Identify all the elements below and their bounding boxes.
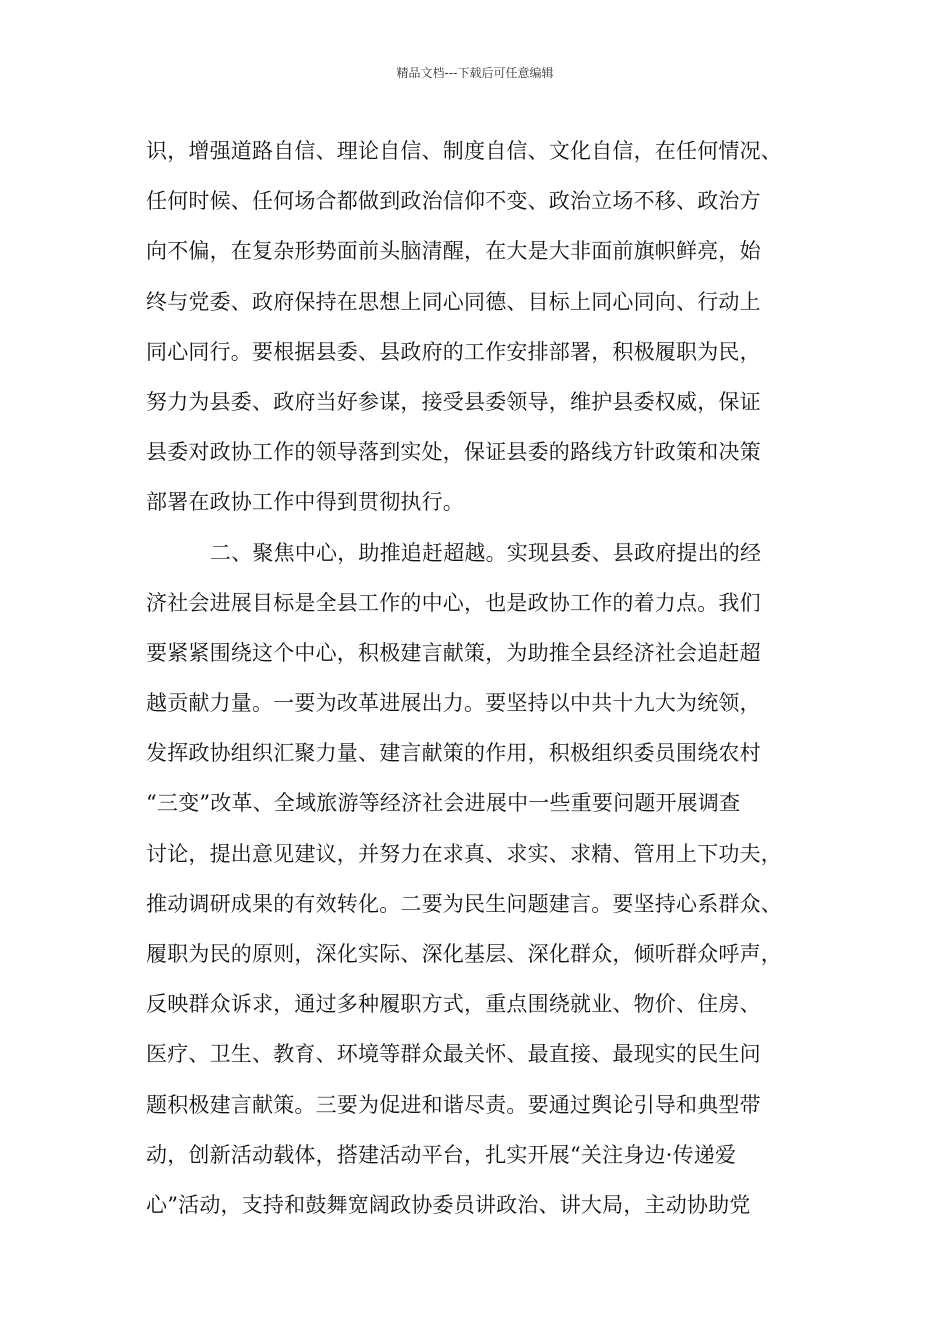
body-line-4: 终与党委、政府保持在思想上同心同德、目标上同心同向、行动上 xyxy=(146,289,761,314)
body-line-16: 推动调研成果的有效转化。二要为民生问题建言。要坚持心系群众、 xyxy=(146,891,782,916)
body-line-13: 发挥政协组织汇聚力量、建言献策的作用，积极组织委员围绕农村 xyxy=(146,741,761,766)
body-line-17: 履职为民的原则，深化实际、深化基层、深化群众，倾听群众呼声， xyxy=(146,942,782,966)
body-line-9: 二、聚焦中心，助推追赶超越。实现县委、县政府提出的经 xyxy=(210,540,762,565)
body-line-21: 动，创新活动载体，搭建活动平台，扎实开展“关注身边·传递爱 xyxy=(146,1142,737,1167)
body-line-20: 题积极建言献策。三要为促进和谐尽责。要通过舆论引导和典型带 xyxy=(146,1092,761,1117)
body-line-6: 努力为县委、政府当好参谋，接受县委领导，维护县委权威，保证 xyxy=(146,389,761,414)
body-line-8: 部署在政协工作中得到贯彻执行。 xyxy=(146,490,464,515)
page-header: 精品文档---下载后可任意编辑 xyxy=(396,66,554,80)
body-line-15: 讨论，提出意见建议，并努力在求真、求实、求精、管用上下功夫， xyxy=(146,841,782,866)
body-line-3: 向不偏，在复杂形势面前头脑清醒，在大是大非面前旗帜鲜亮，始 xyxy=(146,239,761,264)
body-line-22: 心”活动，支持和鼓舞宽阔政协委员讲政治、讲大局，主动协助党 xyxy=(146,1192,751,1217)
body-line-1: 识，增强道路自信、理论自信、制度自信、文化自信，在任何情况、 xyxy=(146,139,782,163)
body-line-2: 任何时候、任何场合都做到政治信仰不变、政治立场不移、政治方 xyxy=(146,189,761,214)
body-line-10: 济社会进展目标是全县工作的中心，也是政协工作的着力点。我们 xyxy=(146,590,761,615)
body-line-19: 医疗、卫生、教育、环境等群众最关怀、最直接、最现实的民生问 xyxy=(146,1042,761,1067)
body-line-11: 要紧紧围绕这个中心，积极建言献策，为助推全县经济社会追赶超 xyxy=(146,640,761,665)
body-line-7: 县委对政协工作的领导落到实处，保证县委的路线方针政策和决策 xyxy=(146,440,761,465)
body-line-12: 越贡献力量。一要为改革进展出力。要坚持以中共十九大为统领， xyxy=(146,691,761,716)
body-line-18: 反映群众诉求，通过多种履职方式，重点围绕就业、物价、住房、 xyxy=(146,992,761,1017)
document-body xyxy=(146,126,822,1230)
body-line-5: 同心同行。要根据县委、县政府的工作安排部署，积极履职为民， xyxy=(146,339,761,364)
body-line-14: “三变”改革、全域旅游等经济社会进展中一些重要问题开展调查 xyxy=(146,791,741,816)
